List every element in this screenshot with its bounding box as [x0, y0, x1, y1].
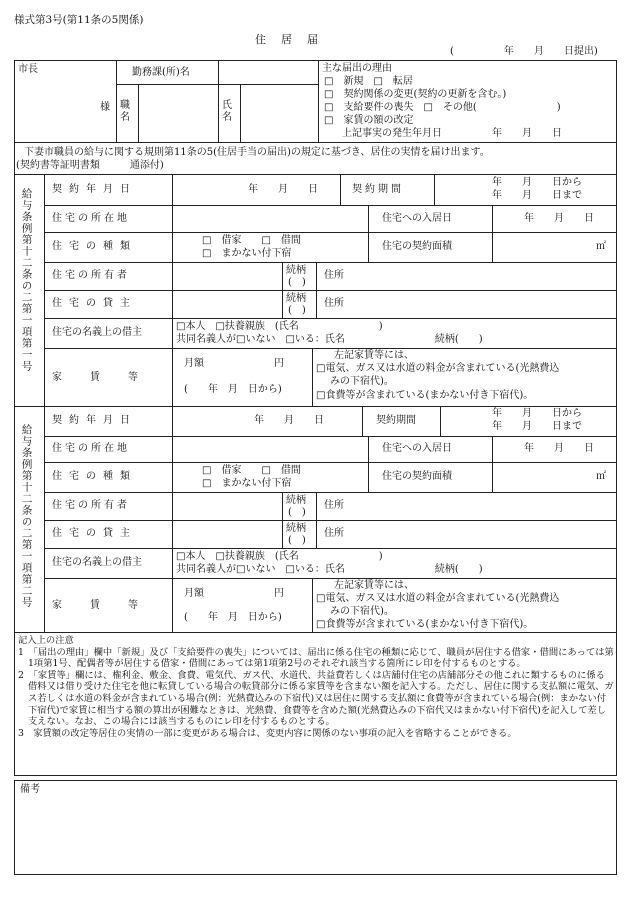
s2-type-label: 住宅の種類	[52, 471, 137, 482]
sama-label: 様	[100, 102, 110, 113]
s1-owner-address: 住所	[324, 270, 344, 281]
s1-incl-utilities[interactable]: □電気、ガス又は水道の料金が含まれている(光熱費込	[316, 363, 560, 374]
s2-address-label: 住宅の所在地	[52, 443, 130, 454]
s1-monthly-from[interactable]: ( 年 月 日から)	[184, 384, 282, 395]
s2-type-rent[interactable]: □ 借家 □ 借間	[202, 465, 301, 476]
s1-lender-label: 住宅の貸主	[52, 298, 137, 309]
s2-borrower-label: 住宅の名義上の借主	[52, 557, 142, 568]
s1-owner-relation: 続柄	[286, 265, 306, 276]
s1-monthly[interactable]: 月額 円	[184, 358, 284, 369]
s1-address-label: 住宅の所在地	[52, 213, 130, 224]
s2-lender-relation: 続柄	[286, 523, 306, 534]
intro-attachment: (契約書等証明書類 通添付)	[16, 160, 164, 171]
s2-monthly-from[interactable]: ( 年 月 日から)	[184, 612, 282, 623]
s2-contract-date-label: 契約年月日	[52, 415, 137, 426]
dept-label: 勤務課(所)名	[132, 67, 190, 78]
s2-lender-address: 住所	[324, 528, 344, 539]
s1-type-boarding[interactable]: □ まかない付下宿	[202, 248, 292, 259]
s1-incl-utilities-cont: みの下宿代)。	[330, 376, 394, 387]
form-id: 様式第3号(第11条の5関係)	[14, 14, 144, 26]
s2-owner-address: 住所	[324, 500, 344, 511]
submit-date: ( 年 月 日提出)	[450, 46, 598, 57]
s1-rent-label: 家賃等	[52, 372, 166, 383]
s2-incl-meals[interactable]: □食費等が含まれている(まかない付き下宿代)。	[316, 619, 534, 630]
s2-monthly[interactable]: 月額 円	[184, 588, 284, 599]
s1-contract-period-label: 契約期間	[352, 184, 404, 195]
s1-area-unit: ㎡	[596, 241, 606, 252]
s1-type-rent[interactable]: □ 借家 □ 借間	[202, 235, 301, 246]
s2-area-unit: ㎡	[596, 471, 606, 482]
s2-rent-label: 家賃等	[52, 600, 166, 611]
s2-move-in-value[interactable]: 年 月 日	[524, 443, 594, 454]
s1-area-label: 住宅の契約面積	[382, 241, 452, 252]
s2-contract-period-label: 契約期間	[376, 415, 416, 426]
mayor-label: 市長	[18, 64, 38, 75]
name-label: 氏名	[222, 100, 232, 123]
s2-owner-label: 住宅の所有者	[52, 500, 130, 511]
remarks-label: 備考	[20, 784, 40, 795]
s2-incl-utilities-cont: みの下宿代)。	[330, 606, 394, 617]
s1-contract-date-label: 契約年月日	[52, 184, 137, 195]
s1-lender-relation: 続柄	[286, 293, 306, 304]
note-2: 2 「家賃等」欄には、権利金、敷金、食費、電気代、ガス代、水道代、共益費若しくは店舗付住宅の店舗部分その他これに類するものに係る借料又は借り受けた住宅を他に転貸している場合の転貸部分に係る家賃等を含まない額を記入する。ただし、居住に関する支払額に電気、ガス若しくは水道の料金が含まれている場合(例：光熱費込みの下宿代)又は居住に関する支払額に食費等が含まれている場合(例：まかない付下宿代)で家賃に相当する額の算出が困難なときは、光熱費、食費等を含めた額(光熱費込みの下宿代又はまかない付下宿代)を記入して差し支えない。なお、この場合には該当するものにレ印を付するものとする。	[18, 669, 614, 728]
s1-borrower-self-dependent[interactable]: □本人 □扶養親族 (氏名 )	[176, 321, 383, 332]
s2-lender-label: 住宅の貸主	[52, 528, 137, 539]
s2-move-in-label: 住宅への入居日	[382, 443, 452, 454]
s1-incl-title: 左記家賃等には、	[334, 350, 414, 361]
note-1: 1 「届出の理由」欄中「新規」及び「支給要件の喪失」については、届出に係る住宅の種類に応じて、職員が居住する借家・借間にあっては第1項第1号、配偶者等が居住する借家・借間にあっては第1項第2号のそれぞれ該当する箇所にレ印を付するものとする。	[18, 646, 614, 670]
s2-type-boarding[interactable]: □ まかない付下宿	[202, 478, 292, 489]
s1-owner-paren: ( )	[288, 277, 306, 288]
s2-borrower-joint[interactable]: 共同名義人が□いない □いる：氏名 続柄( )	[176, 564, 483, 575]
s2-area-label: 住宅の契約面積	[382, 471, 452, 482]
s2-incl-utilities[interactable]: □電気、ガス又は水道の料金が含まれている(光熱費込	[316, 593, 560, 604]
section1-side-label: 給与条例第十二条の二第一項第一号	[20, 188, 33, 372]
reason-occurrence-date: 上記事実の発生年月日 年 月 日	[342, 128, 562, 139]
reason-new-move[interactable]: □ 新規 □ 転居	[324, 76, 413, 87]
s1-lender-address: 住所	[324, 298, 344, 309]
s2-lender-paren: ( )	[288, 535, 306, 546]
s2-incl-title: 左記家賃等には、	[334, 580, 414, 591]
reason-contract-change[interactable]: □ 契約関係の変更(契約の更新を含む。)	[324, 89, 507, 100]
s1-owner-label: 住宅の所有者	[52, 270, 130, 281]
s2-owner-relation: 続柄	[286, 495, 306, 506]
page-title: 住 居 届	[255, 33, 320, 46]
s1-move-in-label: 住宅への入居日	[382, 213, 452, 224]
reason-loss-other[interactable]: □ 支給要件の喪失 □ その他( )	[324, 102, 561, 113]
notes-title: 記入上の注意	[18, 635, 74, 646]
s1-move-in-value[interactable]: 年 月 日	[524, 213, 594, 224]
s2-contract-date-value[interactable]: 年 月 日	[254, 415, 324, 426]
s1-contract-date-value[interactable]: 年 月 日	[248, 184, 318, 195]
remarks-box[interactable]	[14, 780, 617, 875]
s1-lender-paren: ( )	[288, 305, 306, 316]
rank-label: 職名	[120, 100, 130, 123]
intro-statement: 下妻市職員の給与に関する規則第11条の5(住居手当の届出)の規定に基づき、居住の実情を届け出ます。	[24, 147, 490, 158]
s2-period-from[interactable]: 年 月 日から	[492, 408, 582, 419]
s1-period-from[interactable]: 年 月 日から	[492, 177, 582, 188]
section2-side-label: 給与条例第十二条の二第一項第二号	[20, 424, 33, 608]
s1-period-to[interactable]: 年 月 日まで	[492, 190, 582, 201]
s1-type-label: 住宅の種類	[52, 241, 137, 252]
s2-borrower-self-dependent[interactable]: □本人 □扶養親族 (氏名 )	[176, 551, 383, 562]
note-3: 3 家賃額の改定等居住の実情の一部に変更がある場合は、変更内容に関係のない事項の記入を省略することができる。	[18, 727, 517, 739]
notes-section	[18, 635, 614, 739]
s2-owner-paren: ( )	[288, 507, 306, 518]
reason-rent-revision[interactable]: □ 家賃の額の改定	[324, 115, 414, 126]
s2-period-to[interactable]: 年 月 日まで	[492, 421, 582, 432]
reasons-title: 主な届出の理由	[322, 63, 392, 74]
s1-borrower-label: 住宅の名義上の借主	[52, 327, 142, 338]
s1-borrower-joint[interactable]: 共同名義人が□いない □いる：氏名 続柄( )	[176, 334, 483, 345]
s1-incl-meals[interactable]: □食費等が含まれている(まかない付き下宿代)。	[316, 390, 534, 401]
